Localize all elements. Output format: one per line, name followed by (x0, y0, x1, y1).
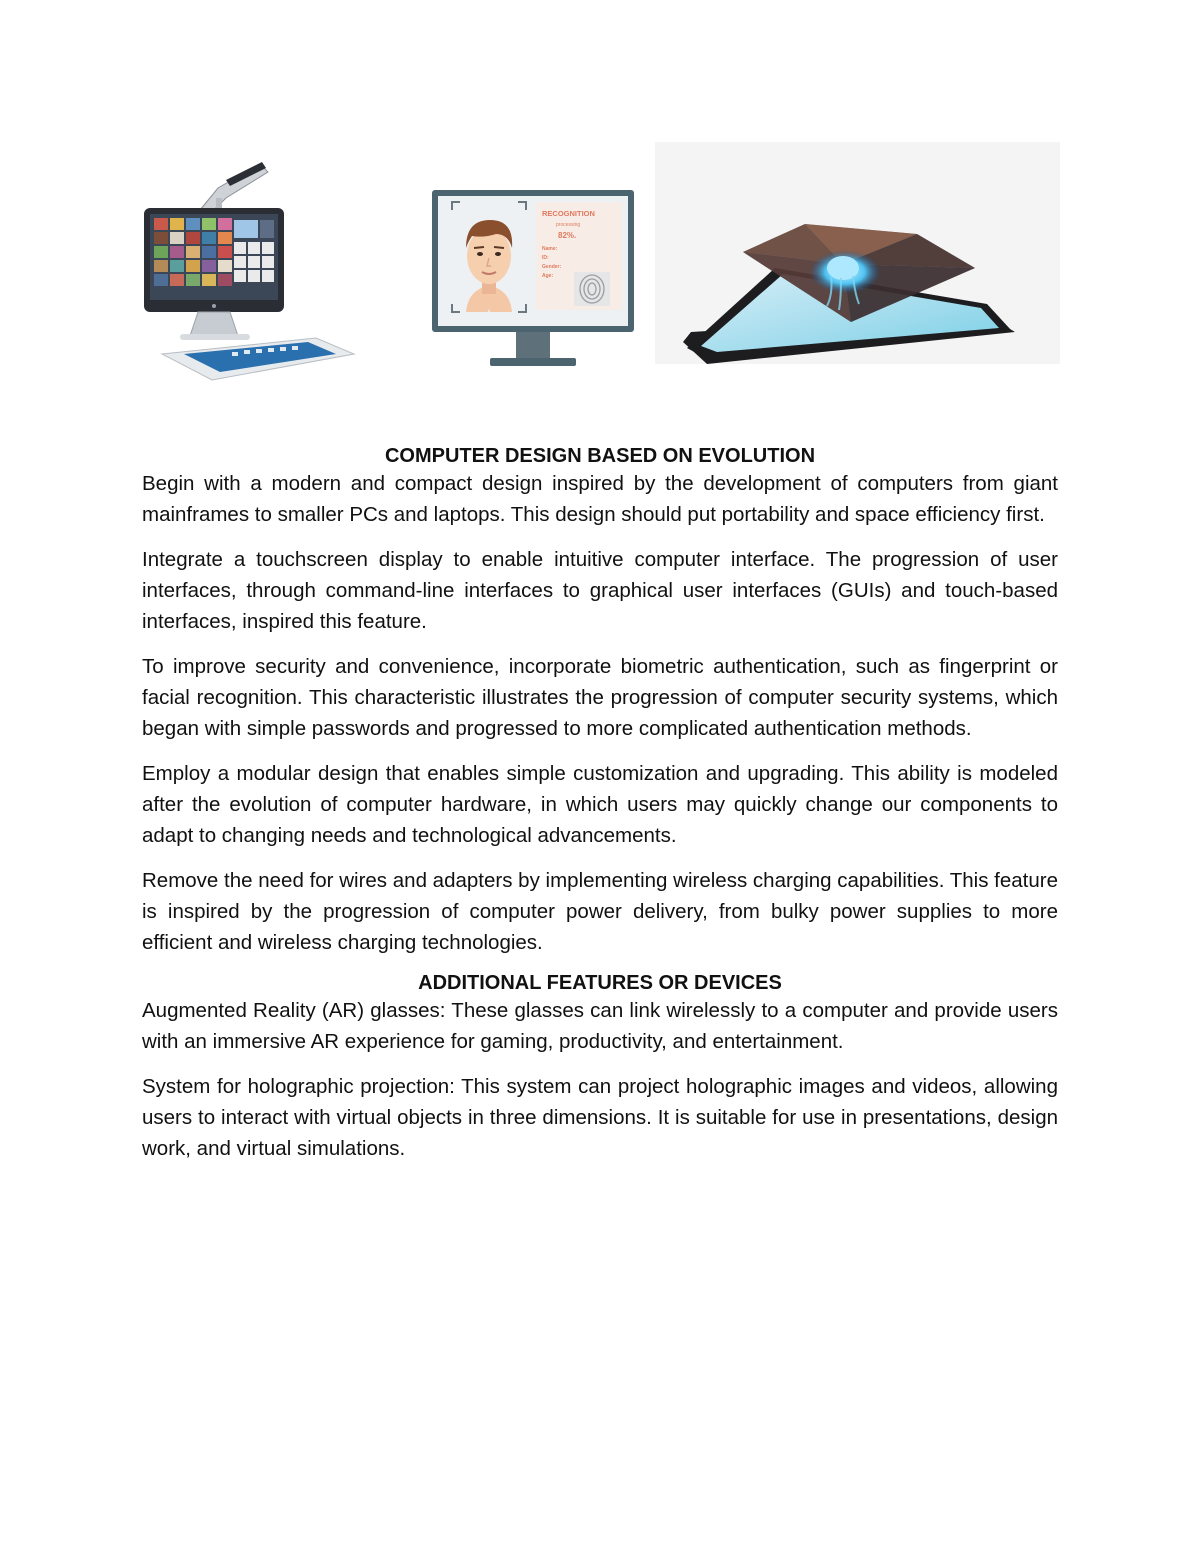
paragraph-holographic: System for holographic projection: This system can project holographic images and videos, allowing users to interact with virtual objects in three dimensions. It is suitable for use in presentations, design work, and virtual simulations. (142, 1075, 1058, 1160)
field-id: ID: (542, 255, 549, 261)
document-body (142, 445, 1058, 1178)
recognition-heading: RECOGNITION (542, 209, 595, 218)
face-recognition-icon (428, 186, 638, 378)
paragraph-wireless-charging: Remove the need for wires and adapters by implementing wireless charging capabilities. This feature is inspired by the progression of computer power delivery, from bulky power supplies to more efficient and wireless charging technologies. (142, 869, 1058, 954)
paragraph-ar-glasses: Augmented Reality (AR) glasses: These glasses can link wirelessly to a computer and provide users with an immersive AR experience for gaming, productivity, and entertainment. (142, 999, 1058, 1053)
all-in-one-pc-icon (140, 158, 360, 384)
recognition-percent: 82%. (558, 231, 577, 240)
section-heading-additional: ADDITIONAL FEATURES OR DEVICES (418, 972, 782, 994)
field-name: Name: (542, 246, 558, 252)
facial-recognition-monitor-illustration (428, 186, 638, 378)
paragraph-biometric: To improve security and convenience, incorporate biometric authentication, such as fingerprint or facial recognition. This characteristic illustrates the progression of computer security systems, which began with simple passwords and progressed to more complicated authentication methods. (142, 655, 1058, 740)
paragraph-touchscreen: Integrate a touchscreen display to enable intuitive computer interface. The progression of user interfaces, through command-line interfaces to graphical user interfaces (GUIs) and touch-based interfaces, inspired this feature. (142, 548, 1058, 633)
section-heading-evolution: COMPUTER DESIGN BASED ON EVOLUTION (384, 445, 816, 467)
field-age: Age: (542, 273, 554, 279)
paragraph-modular: Employ a modular design that enables simple customization and upgrading. This ability is modeled after the evolution of computer hardware, in which users may quickly change our components to adapt to changing needs and technological advancements. (142, 762, 1058, 847)
all-in-one-pc-illustration (140, 158, 360, 384)
hologram-pyramid-icon (655, 142, 1060, 364)
fingerprint-icon (574, 272, 610, 306)
paragraph-compact-design: Begin with a modern and compact design inspired by the development of computers from giant mainframes to smaller PCs and laptops. This design should put portability and space efficiency first. (142, 472, 1058, 526)
hologram-projector-illustration (655, 142, 1060, 364)
field-gender: Gender: (542, 264, 562, 270)
recognition-status: processing (556, 222, 581, 228)
